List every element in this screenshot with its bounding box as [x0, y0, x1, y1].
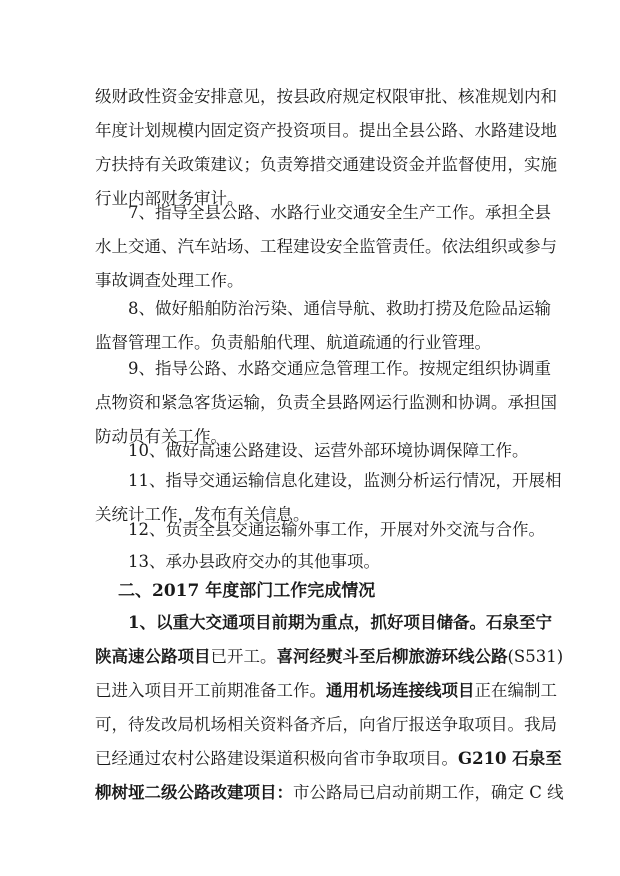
text-line: 10、做好高速公路建设、运营外部环境协调保障工作。 — [128, 441, 529, 460]
text-fragment: 正在编制工 — [474, 681, 557, 700]
text-line: 年度计划规模内固定资产投资项目。提出全县公路、水路建设地 — [95, 121, 557, 140]
text-line: 防动员有关工作。 — [95, 427, 227, 446]
project-name: 通用机场连接线项目 — [326, 681, 475, 700]
text-line: 13、承办县政府交办的其他事项。 — [128, 552, 380, 571]
text-line: 8、做好船舶防治污染、通信导航、救助打捞及危险品运输 — [128, 299, 551, 318]
text-line: 12、负责全县交通运输外事工作，开展对外交流与合作。 — [128, 520, 545, 539]
text-line: 9、指导公路、水路交通应急管理工作。按规定组织协调重 — [128, 359, 551, 378]
text-fragment: 市公路局已启动前期工作，确定 C 线 — [293, 783, 564, 802]
paragraph-item-8 — [0, 292, 620, 360]
text-line: 可，待发改局机场相关资料备齐后，向省厅报送争取项目。我局 — [95, 715, 557, 734]
paragraph-item-12 — [0, 513, 620, 547]
text-line: 水上交通、汽车站场、工程建设安全监管责任。依法组织或参与 — [95, 237, 557, 256]
paragraph-item-10 — [0, 434, 620, 468]
text-line: 点物资和紧急客货运输，负责全县路网运行监测和协调。承担国 — [95, 393, 557, 412]
text-fragment: (S531) — [507, 647, 564, 666]
project-name: G210 石泉至 — [458, 749, 562, 768]
text-fragment: 已进入项目开工前期准备工作。 — [95, 681, 326, 700]
project-name: 喜河经熨斗至后柳旅游环线公路 — [276, 647, 508, 666]
text-line: 1、以重大交通项目前期为重点，抓好项目储备。石泉至宁 — [128, 613, 552, 632]
paragraph-section-2-item-1 — [0, 606, 620, 810]
text-line: 关统计工作，发布有关信息。 — [95, 505, 310, 524]
text-line — [0, 640, 620, 674]
text-line: 行业内部财务审计。 — [95, 189, 244, 208]
project-name: 柳树垭二级公路改建项目： — [95, 783, 293, 802]
text-line — [0, 674, 620, 708]
section-heading: 二、2017 年度部门工作完成情况 — [118, 581, 376, 601]
text-line: 11、指导交通运输信息化建设，监测分析运行情况，开展相 — [128, 471, 562, 490]
text-line: 7、指导全县公路、水路行业交通安全生产工作。承担全县 — [128, 203, 551, 222]
text-fragment: 已经通过农村公路建设渠道积极向省市争取项目。 — [95, 749, 458, 768]
text-line — [0, 776, 620, 810]
text-line: 方扶持有关政策建议；负责筹措交通建设资金并监督使用，实施 — [95, 155, 557, 174]
text-line: 监督管理工作。负责船舶代理、航道疏通的行业管理。 — [95, 333, 491, 352]
text-line — [0, 742, 620, 776]
project-name: 陕高速公路项目 — [95, 647, 211, 666]
paragraph-item-7 — [0, 196, 620, 298]
text-line: 事故调查处理工作。 — [95, 271, 244, 290]
text-fragment: 已开工。 — [210, 647, 277, 666]
text-line: 级财政性资金安排意见，按县政府规定权限审批、核准规划内和 — [95, 87, 557, 106]
